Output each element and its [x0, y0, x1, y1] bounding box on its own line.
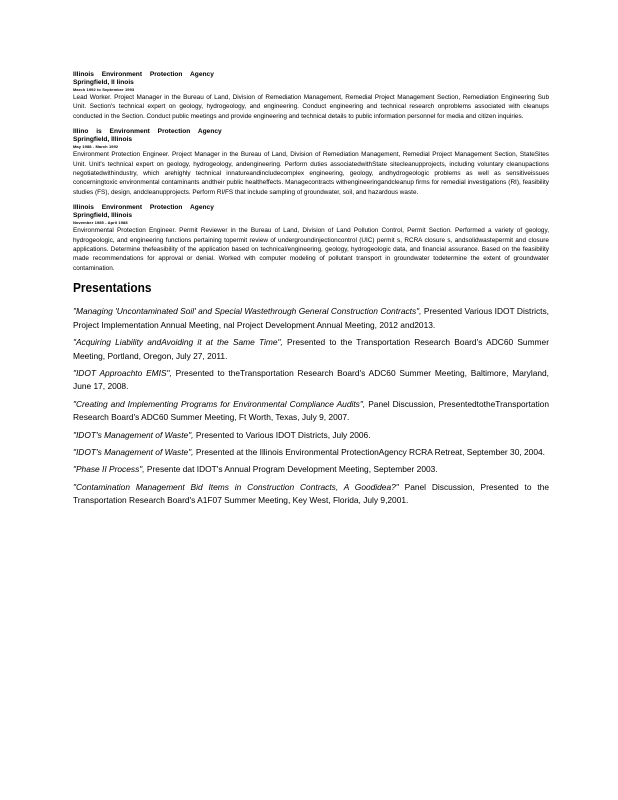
presentation-item: [73, 336, 549, 363]
presentation-title: "IDOT's Management of Waste",: [73, 429, 194, 440]
presentation-title: "Creating and Implementing Programs for Environmental Compliance Audits",: [73, 398, 366, 409]
job-employer: Illinois Environment Protection Agency: [73, 204, 214, 212]
job-dates: November 1985 - April 1988: [73, 220, 128, 226]
job-description: Lead Worker. Project Manager in the Bureau of Land, Division of Remediation Management, Remedial Project Management Section, Remediation Engineering Sub Unit. Section's technical expert on geology, hydrogeology, and engineering. Conduct engineering and technical research onproblems associated with cleanups conducted in the Section. Conduct public meetings and provide engineering and technical details to public information personnel for media and citizen inquiries.: [73, 94, 549, 120]
presentation-title: "Contamination Management Bid Items in Construction Contracts, A Goodidea?": [73, 481, 399, 492]
presentation-details: Panel Discussion, Presented to the Transportation Research Board's A1F07 Summer Meeting, Key West, Florida, July 9,2001.: [73, 481, 550, 506]
presentation-details: Panel Discussion, PresentedtotheTransportation Research Board's ADC60 Summer Meeting, Ft Worth, Texas, July 9, 2007.: [73, 398, 549, 423]
presentation-title: "IDOT Approachto EMIS",: [73, 367, 172, 378]
presentation-item: [73, 398, 549, 425]
presentation-item: [73, 305, 549, 332]
presentation-details: Presented to the Transportation Research Board's ADC60 Summer Meeting, Portland, Oregon, July 27, 2011.: [73, 337, 549, 361]
job-entry: [73, 128, 549, 197]
presentation-item: [73, 367, 549, 394]
job-location: Springfield, Il linois: [73, 79, 134, 86]
job-description: Environment Protection Engineer. Project Manager in the Bureau of Land, Division of Remediation Management, Remedial Project Management Section, StateSites Unit. Unit's technical expert on geology, hydrogeology, andengineering. Perform duties associatedwithState sitecleanupprojects, including voluntary cleanupactions negotiatedwithindustry, which arehighly technical innatureandincludecomplex engineering, geology, andhydrogeologic problems as well as sensitiveissues concerningtoxic environmental contaminants andtheir public healtheffects. Managecontracts withengineeringandcleanup firms for remedial investigations (RI), feasibility studies (FS), design, andcleanupprojects. Perform RI/FS that include sampling of groundwater, soil, and hazardous waste.: [73, 151, 549, 196]
presentation-title: "IDOT's Management of Waste",: [73, 446, 194, 457]
presentation-details: Presented to Various IDOT Districts, July 2006.: [195, 429, 371, 440]
presentation-details: Presented Various IDOT Districts, Project Implementation Annual Meeting, nal Project Development Annual Meeting, 2012 and2013.: [73, 306, 550, 330]
job-location: Springfield, Illinois: [73, 136, 132, 144]
presentation-title: "Acquiring Liability andAvoiding it at the Same Time",: [73, 337, 283, 348]
presentation-item: [73, 463, 549, 476]
job-description: Environmental Protection Engineer. Permit Reviewer in the Bureau of Land, Division of Land Pollution Control, Permit Section. Performed a variety of geology, hydrogeologic, and engineering functions pertaining topermit review of undergroundinjectioncontrol (UIC) permit s, RCRA closure s, andsolidwastepermit and closure applications. Determine thefeasibility of the application based on technical/engineering, geology, hydrogeologic data, and financial assurance. Based on the feasibility made recommendations for approval or denial. Worked with computer modeling of pollutant transport in groundwater todetermine the extent of groundwater contamination.: [73, 227, 549, 272]
presentation-title: "Phase II Process",: [73, 464, 145, 475]
job-dates: March 1992 to September 1993: [73, 87, 135, 92]
presentation-details: Presente dat IDOT's Annual Program Development Meeting, September 2003.: [146, 464, 438, 475]
job-employer: Illinois Environment Protection Agency: [73, 71, 214, 78]
presentation-title: "Managing 'Uncontaminated Soil' and Special Wastethrough General Construction Contracts",: [73, 306, 422, 317]
presentations-heading: Presentations: [73, 281, 152, 296]
job-entry: [73, 204, 549, 273]
job-employer: Illino is Environment Protection Agency: [73, 128, 222, 136]
job-entry: [73, 71, 549, 121]
presentation-details: Presented to theTransportation Research Board's ADC60 Summer Meeting, Baltimore, Maryland, June 17, 2008.: [73, 367, 550, 392]
job-dates: May 1988 - March 1992: [73, 144, 119, 150]
job-location: Springfield, Illinois: [73, 212, 132, 220]
presentation-item: [73, 446, 549, 459]
presentation-details: Presented at the Illinois Environmental ProtectionAgency RCRA Retreat, September 30, 2004.: [195, 446, 545, 457]
presentation-item: [73, 481, 549, 508]
presentation-item: [73, 429, 549, 442]
employment-section: [73, 71, 549, 512]
